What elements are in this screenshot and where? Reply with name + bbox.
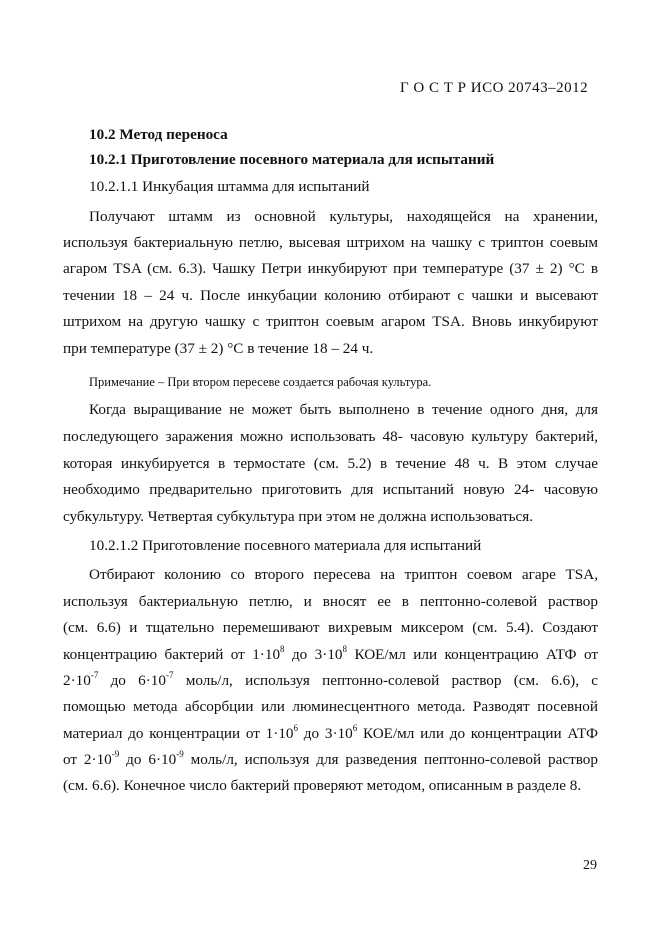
exponent: -9 bbox=[111, 749, 120, 759]
exponent: -7 bbox=[90, 670, 99, 680]
document-header: Г О С Т Р ИСО 20743–2012 bbox=[400, 80, 589, 96]
section-heading-10-2-1-1: 10.2.1.1 Инкубация штамма для испытаний bbox=[89, 178, 370, 195]
text-line: необходимо предварительно приготовить для испытаний новую 24- часовую bbox=[63, 481, 598, 498]
exponent: 8 bbox=[280, 644, 285, 654]
text-line: Когда выращивание не может быть выполнено в течение одного дня, для bbox=[89, 401, 598, 418]
text-line: последующего заражения можно использовать 48- часовую культуру бактерий, bbox=[63, 428, 598, 445]
text-line: которая инкубируется в термостате (см. 5.2) в течение 48 ч. В этом случае bbox=[63, 455, 598, 472]
exponent: 6 bbox=[293, 723, 299, 733]
text-line: используя бактериальную петлю, и вносят ее в пептонно-солевой раствор bbox=[63, 593, 598, 610]
text-line: (см. 6.6) и тщательно перемешивают вихревым миксером (см. 5.4). Создают bbox=[63, 619, 598, 636]
text-line bbox=[63, 672, 598, 690]
text-line: штрихом на другую чашку с триптон соевым агаром TSA. Вновь инкубируют bbox=[63, 313, 598, 330]
text-seg: моль/л, используя пептонно-солевой раствор (см. 6.6), с bbox=[173, 672, 598, 689]
text-seg: материал до концентрации от 1·10 bbox=[63, 725, 294, 742]
text-line: при температуре (37 ± 2) °C в течение 18 – 24 ч. bbox=[63, 340, 374, 357]
text-seg: КОЕ/мл или концентрацию АТФ от bbox=[347, 646, 598, 663]
text-seg: до 6·10 bbox=[119, 751, 177, 768]
text-line: течении 18 – 24 ч. После инкубации колонию отбирают с чашки и высевают bbox=[63, 287, 598, 304]
page-number: 29 bbox=[583, 858, 597, 873]
exponent: -7 bbox=[166, 670, 174, 680]
text-seg: 2·10 bbox=[63, 672, 91, 689]
text-line: субкультуру. Четвертая субкультура при этом не должна использоваться. bbox=[63, 508, 534, 525]
text-line bbox=[63, 725, 598, 743]
text-line: используя бактериальную петлю, высевая штрихом на чашку с триптон соевым bbox=[63, 234, 598, 251]
exponent: 6 bbox=[352, 723, 358, 733]
exponent: 8 bbox=[342, 644, 348, 654]
text-line: помощью метода абсорбции или люминесцентного метода. Разводят посевной bbox=[63, 698, 598, 715]
text-seg: КОЕ/мл или до концентрации АТФ bbox=[357, 725, 599, 742]
exponent: -9 bbox=[176, 749, 184, 759]
section-heading-10-2-1: 10.2.1 Приготовление посевного материала для испытаний bbox=[89, 151, 495, 168]
section-heading-10-2: 10.2 Метод переноса bbox=[89, 126, 228, 143]
text-seg: моль/л, используя для разведения пептонно-солевой раствор bbox=[183, 751, 598, 768]
text-seg: до 6·10 bbox=[98, 672, 166, 689]
text-line: (см. 6.6). Конечное число бактерий проверяют методом, описанным в разделе 8. bbox=[63, 777, 582, 794]
text-line bbox=[63, 646, 598, 664]
text-seg: от 2·10 bbox=[63, 751, 112, 768]
section-heading-10-2-1-2: 10.2.1.2 Приготовление посевного материала для испытаний bbox=[89, 537, 482, 554]
text-seg: концентрацию бактерий от 1·10 bbox=[63, 646, 281, 663]
text-line: Получают штамм из основной культуры, находящейся на хранении, bbox=[89, 208, 598, 225]
text-seg: до 3·10 bbox=[298, 725, 353, 742]
text-line: Отбирают колонию со второго пересева на триптон соевом агаре TSA, bbox=[89, 566, 598, 583]
text-seg: до 3·10 bbox=[284, 646, 343, 663]
text-line: агаром TSA (см. 6.3). Чашку Петри инкубируют при температуре (37 ± 2) °C в bbox=[63, 260, 598, 277]
note: Примечание – При втором пересеве создается рабочая культура. bbox=[89, 375, 432, 389]
text-line bbox=[63, 751, 598, 769]
